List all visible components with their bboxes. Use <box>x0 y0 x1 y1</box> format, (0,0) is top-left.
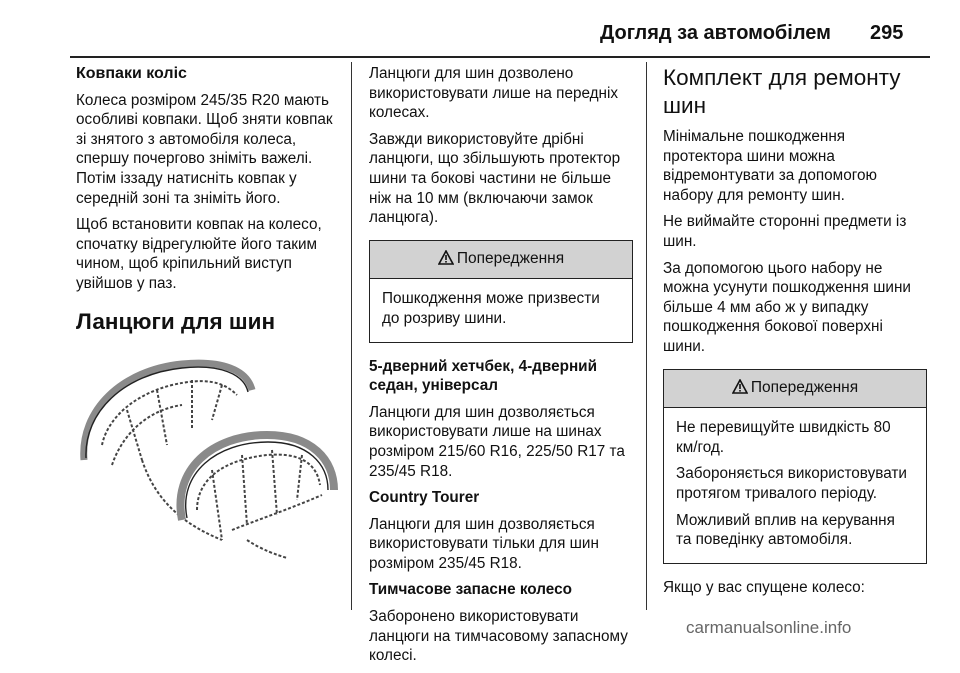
middle-column <box>369 64 633 673</box>
chains-paragraph-3: Ланцюги для шин дозволяється використовувати лише на шинах розміром 215/60 R16, 225/50 R17 та 235/45 R18. <box>369 403 625 480</box>
column-divider-2 <box>646 62 647 610</box>
repair-kit-paragraph-2: Не виймайте сторонні предмети із шин. <box>663 213 907 250</box>
chains-heading: Ланцюги для шин <box>76 308 276 334</box>
warning-box-2-header <box>664 370 926 409</box>
chains-paragraph-5: Заборонено використовувати ланцюги на тимчасовому запасному колесі. <box>369 608 628 665</box>
warning-box-1-text: Пошкодження може призвести до розриву шини. <box>382 290 600 327</box>
warning-box-1-header <box>370 241 632 280</box>
warning-box-2-body <box>664 408 926 563</box>
hubcaps-paragraph-2: Щоб встановити ковпак на колесо, спочатку відрегулюйте його таким чином, щоб кріпильний виступ увійшов у паз. <box>76 216 322 292</box>
warning-box-1-body <box>370 279 632 341</box>
subheading-temporary-spare: Тимчасове запасне колесо <box>369 581 572 599</box>
warning-box-1-title: Попередження <box>456 249 565 267</box>
warning-box-2-text-3: Можливий вплив на керування та поведінку автомобіля. <box>676 511 895 549</box>
repair-kit-paragraph-4: Якщо у вас спущене колесо: <box>663 578 865 596</box>
warning-box-2-text-1: Не перевищуйте швидкість 80 км/год. <box>676 419 891 456</box>
column-divider-1 <box>351 62 352 610</box>
warning-box-2-text-2: Забороняється використовувати протягом тривалого періоду. <box>676 465 907 502</box>
chains-paragraph-1: Ланцюги для шин дозволено використовувати лише на передніх колесах. <box>369 65 619 122</box>
subheading-hatchback-sedan: 5-дверний хетчбек, 4-дверний седан, універсал <box>369 357 597 395</box>
warning-box-2-title: Попередження <box>750 378 859 396</box>
watermark-text: carmanualsonline.info <box>686 618 852 637</box>
page-header-title: Догляд за автомобілем <box>600 22 831 44</box>
repair-kit-heading: Комплект для ремонту шин <box>663 65 901 118</box>
warning-box-1 <box>369 240 633 343</box>
warning-box-2 <box>663 369 927 564</box>
repair-kit-paragraph-1: Мінімальне пошкодження протектора шини можна відремонтувати за допомогою набору для ремонту шин. <box>663 128 877 204</box>
right-column <box>663 64 927 604</box>
tire-chains-illustration <box>72 350 340 562</box>
chains-paragraph-2: Завжди використовуйте дрібні ланцюги, що збільшують протектор шини та бокові частини не більше ніж на 10 мм (включаючи замок ланцюга). <box>369 130 621 227</box>
hubcaps-paragraph-1: Колеса розміром 245/35 R20 мають особливі ковпаки. Щоб зняти ковпак зі знятого з автомобіля колеса, спершу почергово зніміть важелі. Потім іззаду натисніть ковпак у середній зоні та зніміть його. <box>76 91 333 207</box>
repair-kit-paragraph-3: За допомогою цього набору не можна усунути пошкодження шини більше 4 мм або ж у випадку пошкодження бокової поверхні шини. <box>663 259 911 355</box>
page-number: 295 <box>870 22 904 44</box>
left-column <box>76 64 344 343</box>
warning-triangle-icon <box>732 379 748 400</box>
subheading-country-tourer: Country Tourer <box>369 489 480 507</box>
header-rule <box>70 56 930 58</box>
hubcaps-heading: Ковпаки коліс <box>76 65 187 82</box>
warning-triangle-icon <box>438 250 454 271</box>
chains-paragraph-4: Ланцюги для шин дозволяється використовувати тільки для шин розміром 235/45 R18. <box>369 515 599 572</box>
